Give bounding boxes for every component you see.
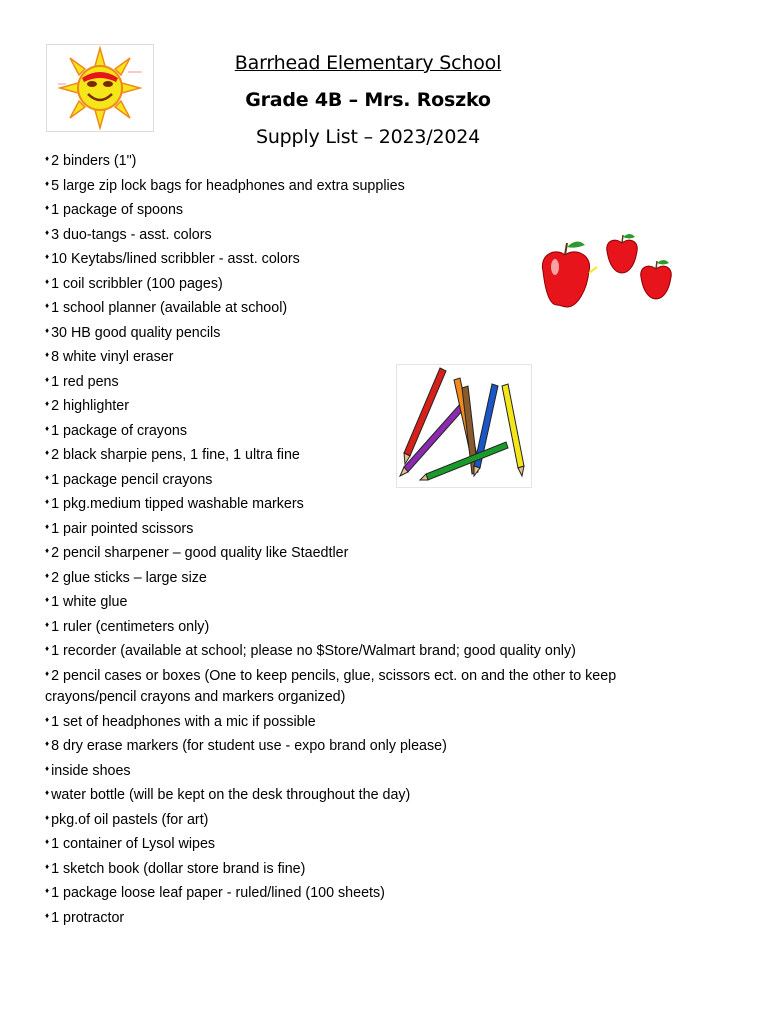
diamond-bullet-icon: ♦: [45, 861, 50, 871]
diamond-bullet-icon: ♦: [45, 350, 50, 359]
list-item: ♦ 2 pencil sharpener – good quality like Staedtler: [45, 545, 349, 561]
diamond-bullet-icon: ♦: [45, 570, 50, 580]
school-name: Barrhead Elementary School: [234, 52, 502, 74]
diamond-bullet-icon: ♦: [45, 595, 50, 604]
diamond-bullet-icon: ♦: [45, 423, 50, 433]
list-item: ♦ 1 school planner (available at school): [45, 300, 288, 316]
diamond-bullet-icon: ♦: [45, 521, 50, 531]
diamond-bullet-icon: ♦: [45, 546, 50, 555]
list-item: ♦ 1 ruler (centimeters only): [45, 618, 210, 635]
list-item: ♦ 1 sketch book (dollar store brand is fine): [45, 860, 306, 877]
list-item: ♦ 8 white vinyl eraser: [45, 349, 174, 365]
list-item: ♦ 2 pencil cases or boxes (One to keep pencils, glue, scissors ect. on and the other to keep crayons/pencil crayons and markers organized): [45, 667, 617, 705]
diamond-bullet-icon: ♦: [45, 276, 50, 286]
diamond-bullet-icon: ♦: [45, 619, 50, 629]
list-item: ♦ 5 large zip lock bags for headphones and extra supplies: [45, 177, 405, 194]
list-item: ♦ 1 package of crayons: [45, 422, 187, 439]
diamond-bullet-icon: ♦: [45, 910, 50, 920]
list-item: ♦ 1 protractor: [45, 909, 125, 926]
diamond-bullet-icon: ♦: [45, 448, 50, 457]
diamond-bullet-icon: ♦: [45, 497, 50, 506]
list-item: ♦ 1 package pencil crayons: [45, 471, 213, 488]
diamond-bullet-icon: ♦: [45, 886, 50, 895]
diamond-bullet-icon: ♦: [45, 399, 50, 408]
diamond-bullet-icon: ♦: [45, 178, 50, 188]
list-item: ♦ 30 HB good quality pencils: [45, 324, 221, 341]
diamond-bullet-icon: ♦: [45, 837, 50, 846]
diamond-bullet-icon: ♦: [45, 325, 50, 335]
list-item: ♦ 1 recorder (available at school; please no $Store/Walmart brand; good quality only): [45, 643, 576, 659]
diamond-bullet-icon: ♦: [45, 154, 50, 163]
supply-list-title: Supply List – 2023/2024: [255, 126, 481, 148]
diamond-bullet-icon: ♦: [45, 472, 50, 482]
list-item: ♦ 2 glue sticks – large size: [45, 569, 207, 586]
list-item: ♦ 1 package of spoons: [45, 202, 184, 218]
list-item: ♦ 3 duo-tangs - asst. colors: [45, 226, 212, 243]
list-item: ♦ 10 Keytabs/lined scribbler - asst. colors: [45, 251, 300, 267]
list-item: ♦ 1 set of headphones with a mic if possible: [45, 713, 316, 730]
diamond-bullet-icon: ♦: [45, 203, 50, 212]
list-item: ♦ pkg.of oil pastels (for art): [45, 811, 209, 828]
diamond-bullet-icon: ♦: [45, 644, 50, 653]
diamond-bullet-icon: ♦: [45, 739, 50, 748]
list-item: ♦ 1 white glue: [45, 594, 128, 610]
list-item: ♦ 1 container of Lysol wipes: [45, 836, 216, 852]
diamond-bullet-icon: ♦: [45, 252, 50, 261]
supply-list: [45, 148, 695, 929]
list-item: ♦ 1 package loose leaf paper - ruled/lined (100 sheets): [45, 885, 385, 901]
list-item: ♦ water bottle (will be kept on the desk throughout the day): [45, 787, 411, 803]
diamond-bullet-icon: ♦: [45, 227, 50, 237]
diamond-bullet-icon: ♦: [45, 668, 50, 678]
list-item: ♦ 1 coil scribbler (100 pages): [45, 275, 223, 292]
diamond-bullet-icon: ♦: [45, 763, 50, 773]
diamond-bullet-icon: ♦: [45, 788, 50, 797]
list-item: ♦ 1 pkg.medium tipped washable markers: [45, 496, 304, 512]
diamond-bullet-icon: ♦: [45, 374, 50, 384]
list-item: ♦ 2 highlighter: [45, 398, 129, 414]
diamond-bullet-icon: ♦: [45, 301, 50, 310]
list-item: ♦ inside shoes: [45, 762, 131, 779]
diamond-bullet-icon: ♦: [45, 714, 50, 724]
list-item: ♦ 1 red pens: [45, 373, 119, 390]
diamond-bullet-icon: ♦: [45, 812, 50, 822]
list-item: ♦ 1 pair pointed scissors: [45, 520, 194, 537]
list-item: ♦ 2 black sharpie pens, 1 fine, 1 ultra fine: [45, 447, 300, 463]
list-item: ♦ 8 dry erase markers (for student use - expo brand only please): [45, 738, 447, 754]
grade-teacher-heading: Grade 4B – Mrs. Roszko: [245, 89, 491, 111]
list-item: ♦ 2 binders (1"): [45, 153, 137, 169]
